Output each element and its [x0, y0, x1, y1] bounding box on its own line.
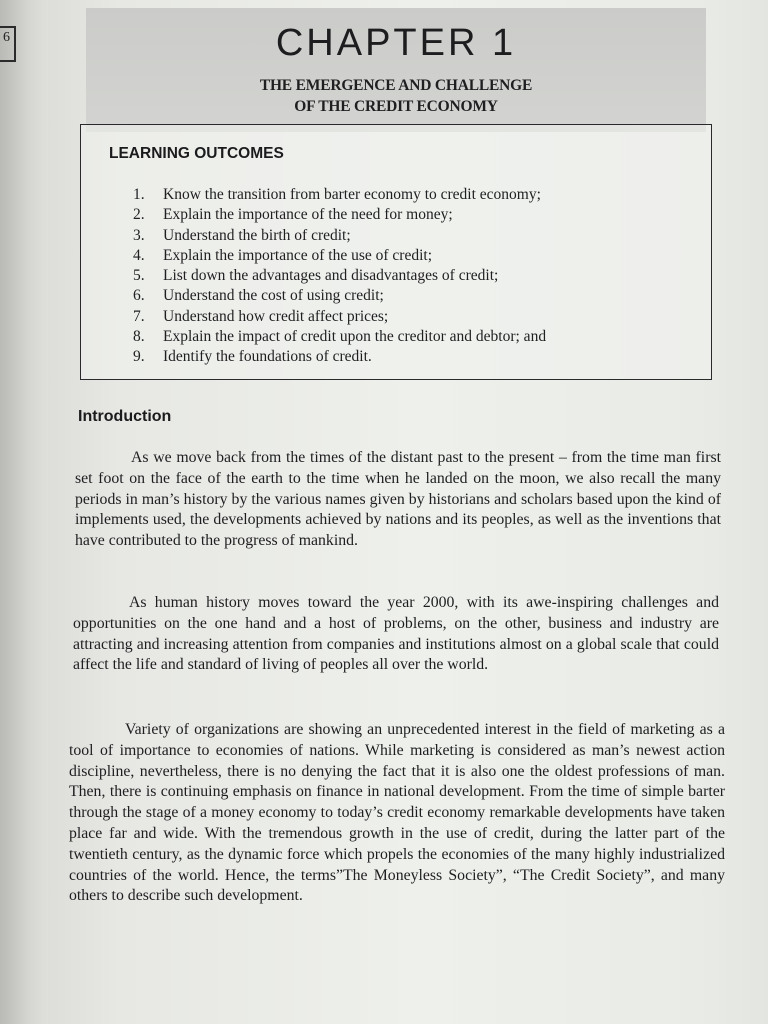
outcome-number: 7. [133, 307, 145, 325]
outcome-number: 8. [133, 328, 145, 346]
outcome-text: Identify the foundations of credit. [163, 348, 372, 366]
outcome-text: Know the transition from barter economy to credit economy; [163, 186, 541, 203]
learning-outcomes-list [133, 185, 546, 368]
introduction-paragraph-3: Variety of organizations are showing an unprecedented interest in the field of marketing as a tool of importance to economies of nations. While marketing is considered as man’s newest action discipline, nevertheless, there is no denying the fact that it is also one the oldest professions of man. Then, there is continuing emphasis on finance in national development. From the time of simple barter through the stage of a money economy to today’s credit economy remarkable developments have taken place far and wide. With the tremendous growth in the use of credit, during the latter part of the twentieth century, as the dynamic force which propels the economies of the many highly industrialized countries of the world. Hence, the terms”The Moneyless Society”, “The Credit Society”, and many others to describe such development. [69, 721, 725, 905]
chapter-title-line-2: OF THE CREDIT ECONOMY [294, 98, 498, 115]
introduction-paragraph-2: As human history moves toward the year 2000, with its awe-inspiring challenges and opportunities on the one hand and a host of problems, on the other, business and industry are attracting and increasing attention from companies and institutions almost on a global scale that could affect the life and standard of living of peoples all over the world. [73, 594, 719, 674]
outcome-item [133, 246, 546, 266]
outcome-text: List down the advantages and disadvantages of credit; [163, 267, 499, 285]
outcome-item [133, 286, 546, 306]
outcome-item [133, 205, 546, 225]
outcome-item [133, 327, 546, 347]
introduction-paragraph-1: As we move back from the times of the distant past to the present – from the time man first set foot on the face of the earth to the time when he landed on the moon, we also recall the many periods in man’s history by the various names given by historians and scholars based upon the kind of implements used, the developments achieved by nations and its peoples, as well as the inventions that have contributed to the progress of mankind. [75, 449, 721, 550]
outcome-item [133, 266, 546, 286]
outcome-number: 1. [133, 186, 145, 203]
outcome-item [133, 347, 546, 367]
outcome-text: Explain the importance of the need for money; [163, 206, 453, 224]
chapter-header [86, 8, 706, 132]
outcome-item [133, 307, 546, 327]
outcome-item [133, 226, 546, 246]
chapter-label: CHAPTER 1 [275, 22, 517, 64]
outcome-text: Understand the cost of using credit; [163, 287, 384, 305]
outcome-item [133, 185, 546, 205]
outcome-number: 5. [133, 267, 145, 285]
outcome-text: Understand how credit affect prices; [163, 307, 389, 325]
learning-outcomes-heading: LEARNING OUTCOMES [109, 145, 284, 162]
chapter-title [86, 75, 706, 117]
outcome-number: 3. [133, 226, 145, 244]
outcome-text: Explain the impact of credit upon the creditor and debtor; and [163, 328, 547, 346]
outcome-text: Explain the importance of the use of credit; [163, 246, 433, 264]
introduction-heading: Introduction [78, 408, 172, 425]
learning-outcomes-box [80, 124, 712, 380]
outcome-number: 9. [133, 348, 145, 366]
outcome-number: 4. [133, 246, 145, 264]
outcome-number: 2. [133, 206, 145, 224]
outcome-number: 6. [133, 287, 145, 305]
book-gutter [0, 0, 48, 1024]
previous-page-number: 6 [0, 26, 16, 62]
outcome-text: Understand the birth of credit; [163, 226, 351, 244]
chapter-title-line-1: THE EMERGENCE AND CHALLENGE [259, 77, 533, 94]
